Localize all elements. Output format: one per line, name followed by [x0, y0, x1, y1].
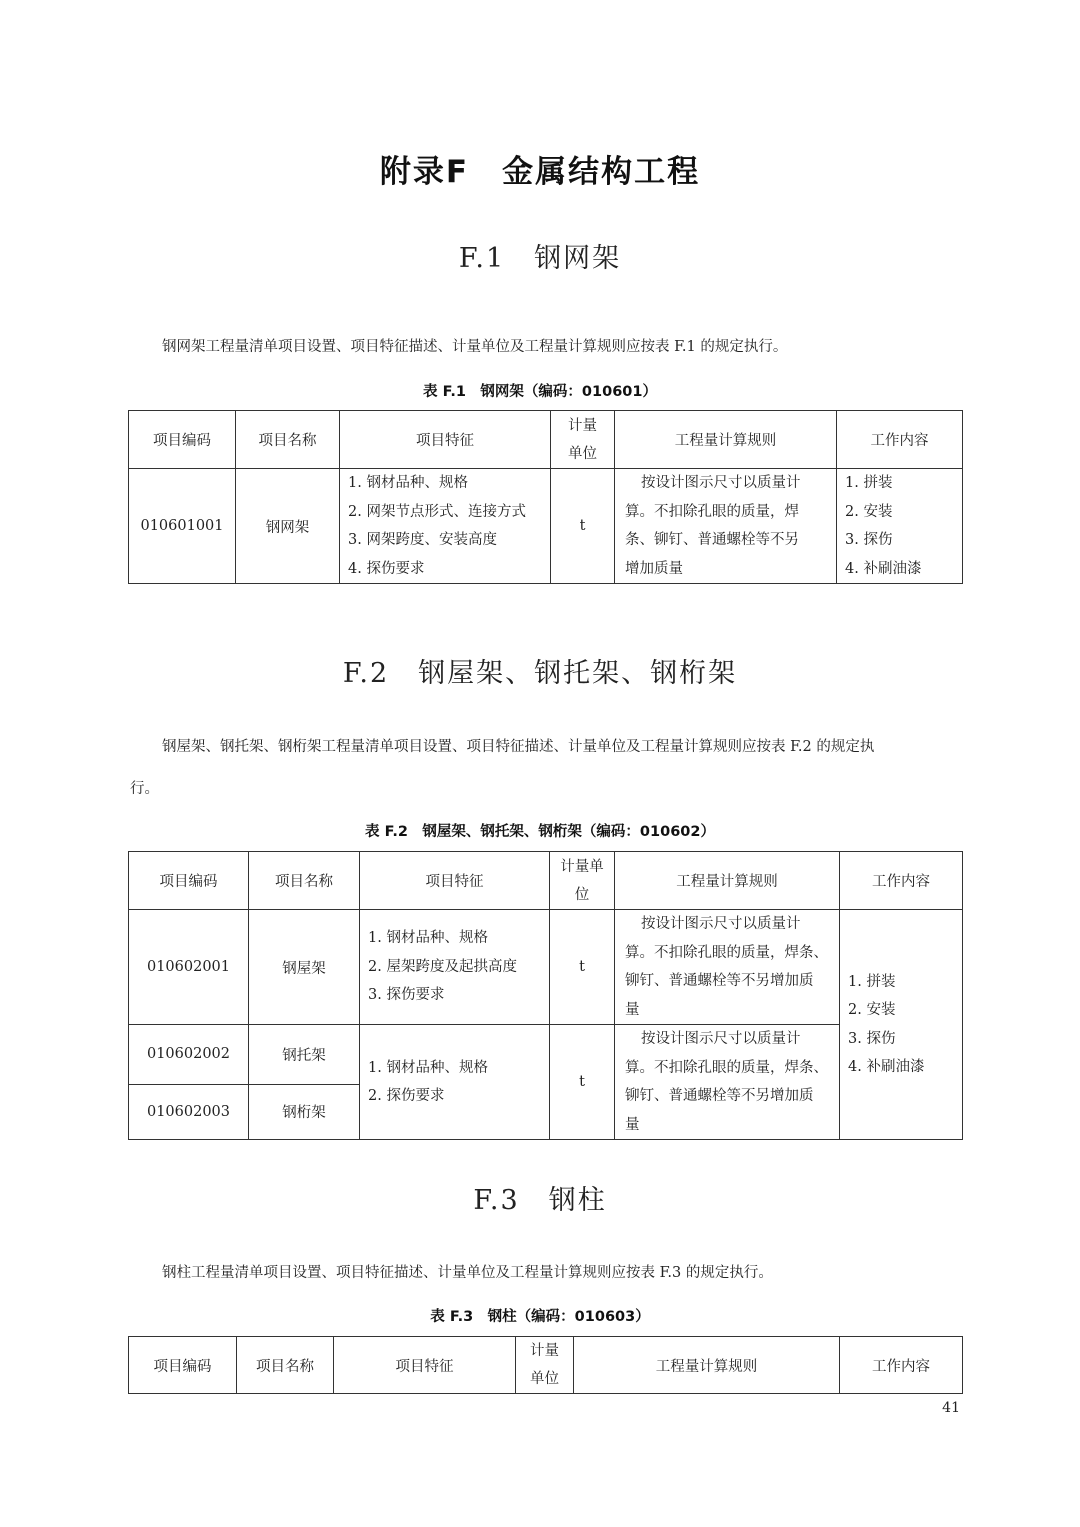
col-header-code: 项目编码	[129, 1337, 237, 1394]
col-header-name: 项目名称	[236, 411, 340, 469]
section-heading-f3: F.3 钢柱	[473, 1185, 607, 1216]
page-number: 41	[942, 1400, 960, 1416]
intro-paragraph-f3: 钢柱工程量清单项目设置、项目特征描述、计量单位及工程量计算规则应按表 F.3 的规定执行。	[162, 1265, 773, 1281]
item-rule: 按设计图示尺寸以质量计 算。不扣除孔眼的质量，焊条、 铆钉、普通螺栓等不另增加质 量	[615, 910, 840, 1025]
col-header-name: 项目名称	[237, 1337, 334, 1394]
section-heading-f2: F.2 钢屋架、钢托架、钢桁架	[342, 658, 738, 689]
col-header-rule: 工程量计算规则	[615, 852, 840, 910]
col-header-features: 项目特征	[340, 411, 551, 469]
table-caption-f3: 表 F.3 钢柱（编码：010603）	[430, 1309, 650, 1325]
table-caption-f2: 表 F.2 钢屋架、钢托架、钢桁架（编码：010602）	[365, 824, 715, 840]
table-row	[129, 1025, 963, 1085]
table-row	[129, 910, 963, 1025]
table-f2	[128, 851, 963, 1140]
col-header-work: 工作内容	[840, 1337, 963, 1394]
item-name: 钢桁架	[249, 1084, 360, 1139]
item-unit: t	[551, 469, 615, 584]
table-row	[129, 469, 963, 584]
item-unit: t	[550, 910, 615, 1025]
appendix-title: 附录F 金属结构工程	[379, 154, 701, 190]
col-header-code: 项目编码	[129, 411, 236, 469]
item-work: 1. 拼装 2. 安装 3. 探伤 4. 补刷油漆	[837, 469, 963, 584]
item-code: 010602002	[129, 1025, 249, 1085]
col-header-rule: 工程量计算规则	[574, 1337, 840, 1394]
table-header-row	[129, 852, 963, 910]
intro-paragraph-f1: 钢网架工程量清单项目设置、项目特征描述、计量单位及工程量计算规则应按表 F.1 的规定执行。	[162, 339, 788, 355]
table-caption-f1: 表 F.1 钢网架（编码：010601）	[423, 384, 657, 400]
item-code: 010602003	[129, 1084, 249, 1139]
item-work: 1. 拼装 2. 安装 3. 探伤 4. 补刷油漆	[840, 910, 963, 1140]
table-f3	[128, 1336, 963, 1394]
table-header-row	[129, 1337, 963, 1394]
item-code: 010601001	[129, 469, 236, 584]
col-header-features: 项目特征	[334, 1337, 516, 1394]
intro-paragraph-f2-line1: 钢屋架、钢托架、钢桁架工程量清单项目设置、项目特征描述、计量单位及工程量计算规则应按表 F.2 的规定执	[162, 739, 875, 755]
item-features: 1. 钢材品种、规格 2. 网架节点形式、连接方式 3. 网架跨度、安装高度 4. 探伤要求	[340, 469, 551, 584]
col-header-unit: 计量单位	[516, 1337, 574, 1394]
col-header-code: 项目编码	[129, 852, 249, 910]
item-name: 钢托架	[249, 1025, 360, 1085]
item-features: 1. 钢材品种、规格 2. 探伤要求	[360, 1025, 550, 1140]
item-features: 1. 钢材品种、规格 2. 屋架跨度及起拱高度 3. 探伤要求	[360, 910, 550, 1025]
intro-paragraph-f2-line2: 行。	[130, 781, 159, 797]
col-header-unit: 计量单位	[551, 411, 615, 469]
item-rule: 按设计图示尺寸以质量计 算。不扣除孔眼的质量，焊条、 铆钉、普通螺栓等不另增加质 量	[615, 1025, 840, 1140]
col-header-unit: 计量单位	[550, 852, 615, 910]
item-name: 钢网架	[236, 469, 340, 584]
table-f1	[128, 410, 963, 584]
col-header-name: 项目名称	[249, 852, 360, 910]
table-header-row	[129, 411, 963, 469]
col-header-work: 工作内容	[837, 411, 963, 469]
item-unit: t	[550, 1025, 615, 1140]
item-name: 钢屋架	[249, 910, 360, 1025]
section-heading-f1: F.1 钢网架	[458, 243, 622, 274]
item-rule: 按设计图示尺寸以质量计 算。不扣除孔眼的质量，焊 条、铆钉、普通螺栓等不另 增加质量	[615, 469, 837, 584]
col-header-features: 项目特征	[360, 852, 550, 910]
col-header-rule: 工程量计算规则	[615, 411, 837, 469]
item-code: 010602001	[129, 910, 249, 1025]
col-header-work: 工作内容	[840, 852, 963, 910]
